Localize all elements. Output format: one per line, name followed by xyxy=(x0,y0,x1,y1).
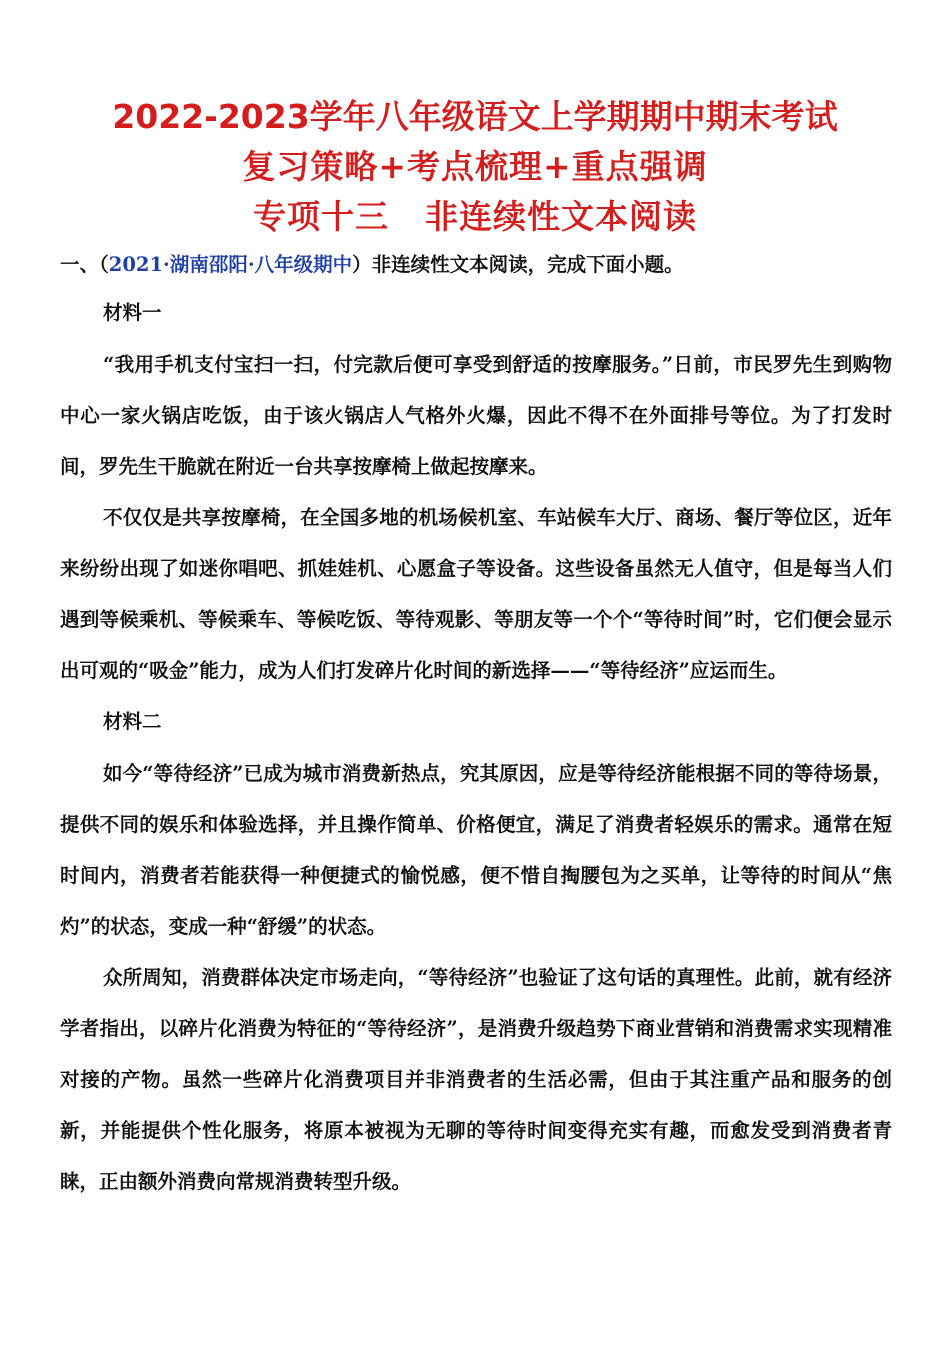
document-body xyxy=(60,243,892,1207)
question-source: 2021·湖南邵阳·八年级期中 xyxy=(108,253,353,276)
section-topic: 非连续性文本阅读 xyxy=(425,197,697,236)
section-number: 专项十三 xyxy=(253,197,389,236)
question-heading xyxy=(60,243,892,287)
material-1-paragraph-1: “我用手机支付宝扫一扫，付完款后便可享受到舒适的按摩服务。”日前，市民罗先生到购物中心一家火锅店吃饭，由于该火锅店人气格外火爆，因此不得不在外面排号等位。为了打发时间，罗先生干脆就在附近一台共享按摩椅上做起按摩来。 xyxy=(60,353,892,478)
material-2-label: 材料二 xyxy=(103,710,162,733)
source-close-paren: ） xyxy=(352,253,372,276)
material-1-label: 材料一 xyxy=(103,301,162,324)
question-instruction: 非连续性文本阅读，完成下面小题。 xyxy=(371,253,684,276)
title-line-3 xyxy=(0,192,950,242)
document-title xyxy=(0,92,950,242)
material-2-paragraph-2: 众所周知，消费群体决定市场走向，“等待经济”也验证了这句话的真理性。此前，就有经济学者指出，以碎片化消费为特征的“等待经济”，是消费升级趋势下商业营销和消费需求实现精准对接的产物。虽然一些碎片化消费项目并非消费者的生活必需，但由于其注重产品和服务的创新，并能提供个性化服务，将原本被视为无聊的等待时间变得充实有趣，而愈发受到消费者青睐，正由额外消费向常规消费转型升级。 xyxy=(60,966,892,1193)
material-1-paragraph-2: 不仅仅是共享按摩椅，在全国多地的机场候机室、车站候车大厅、商场、餐厅等位区，近年来纷纷出现了如迷你唱吧、抓娃娃机、心愿盒子等设备。这些设备虽然无人值守，但是每当人们遇到等候乘机、等候乘车、等候吃饭、等待观影、等朋友等一个个“等待时间”时，它们便会显示出可观的“吸金”能力，成为人们打发碎片化时间的新选择——“等待经济”应运而生。 xyxy=(60,506,892,682)
title-line-2: 复习策略+考点梳理+重点强调 xyxy=(242,147,708,186)
title-line-1: 2022-2023学年八年级语文上学期期中期末考试 xyxy=(112,97,838,136)
question-number: 一、 xyxy=(60,253,100,276)
material-2-paragraph-1: 如今“等待经济”已成为城市消费新热点，究其原因，应是等待经济能根据不同的等待场景，提供不同的娱乐和体验选择，并且操作简单、价格便宜，满足了消费者轻娱乐的需求。通常在短时间内，消费者若能获得一种便捷式的愉悦感，便不惜自掏腰包为之买单，让等待的时间从“焦灼”的状态，变成一种“舒缓”的状态。 xyxy=(60,762,892,938)
source-open-paren: （ xyxy=(99,253,109,276)
